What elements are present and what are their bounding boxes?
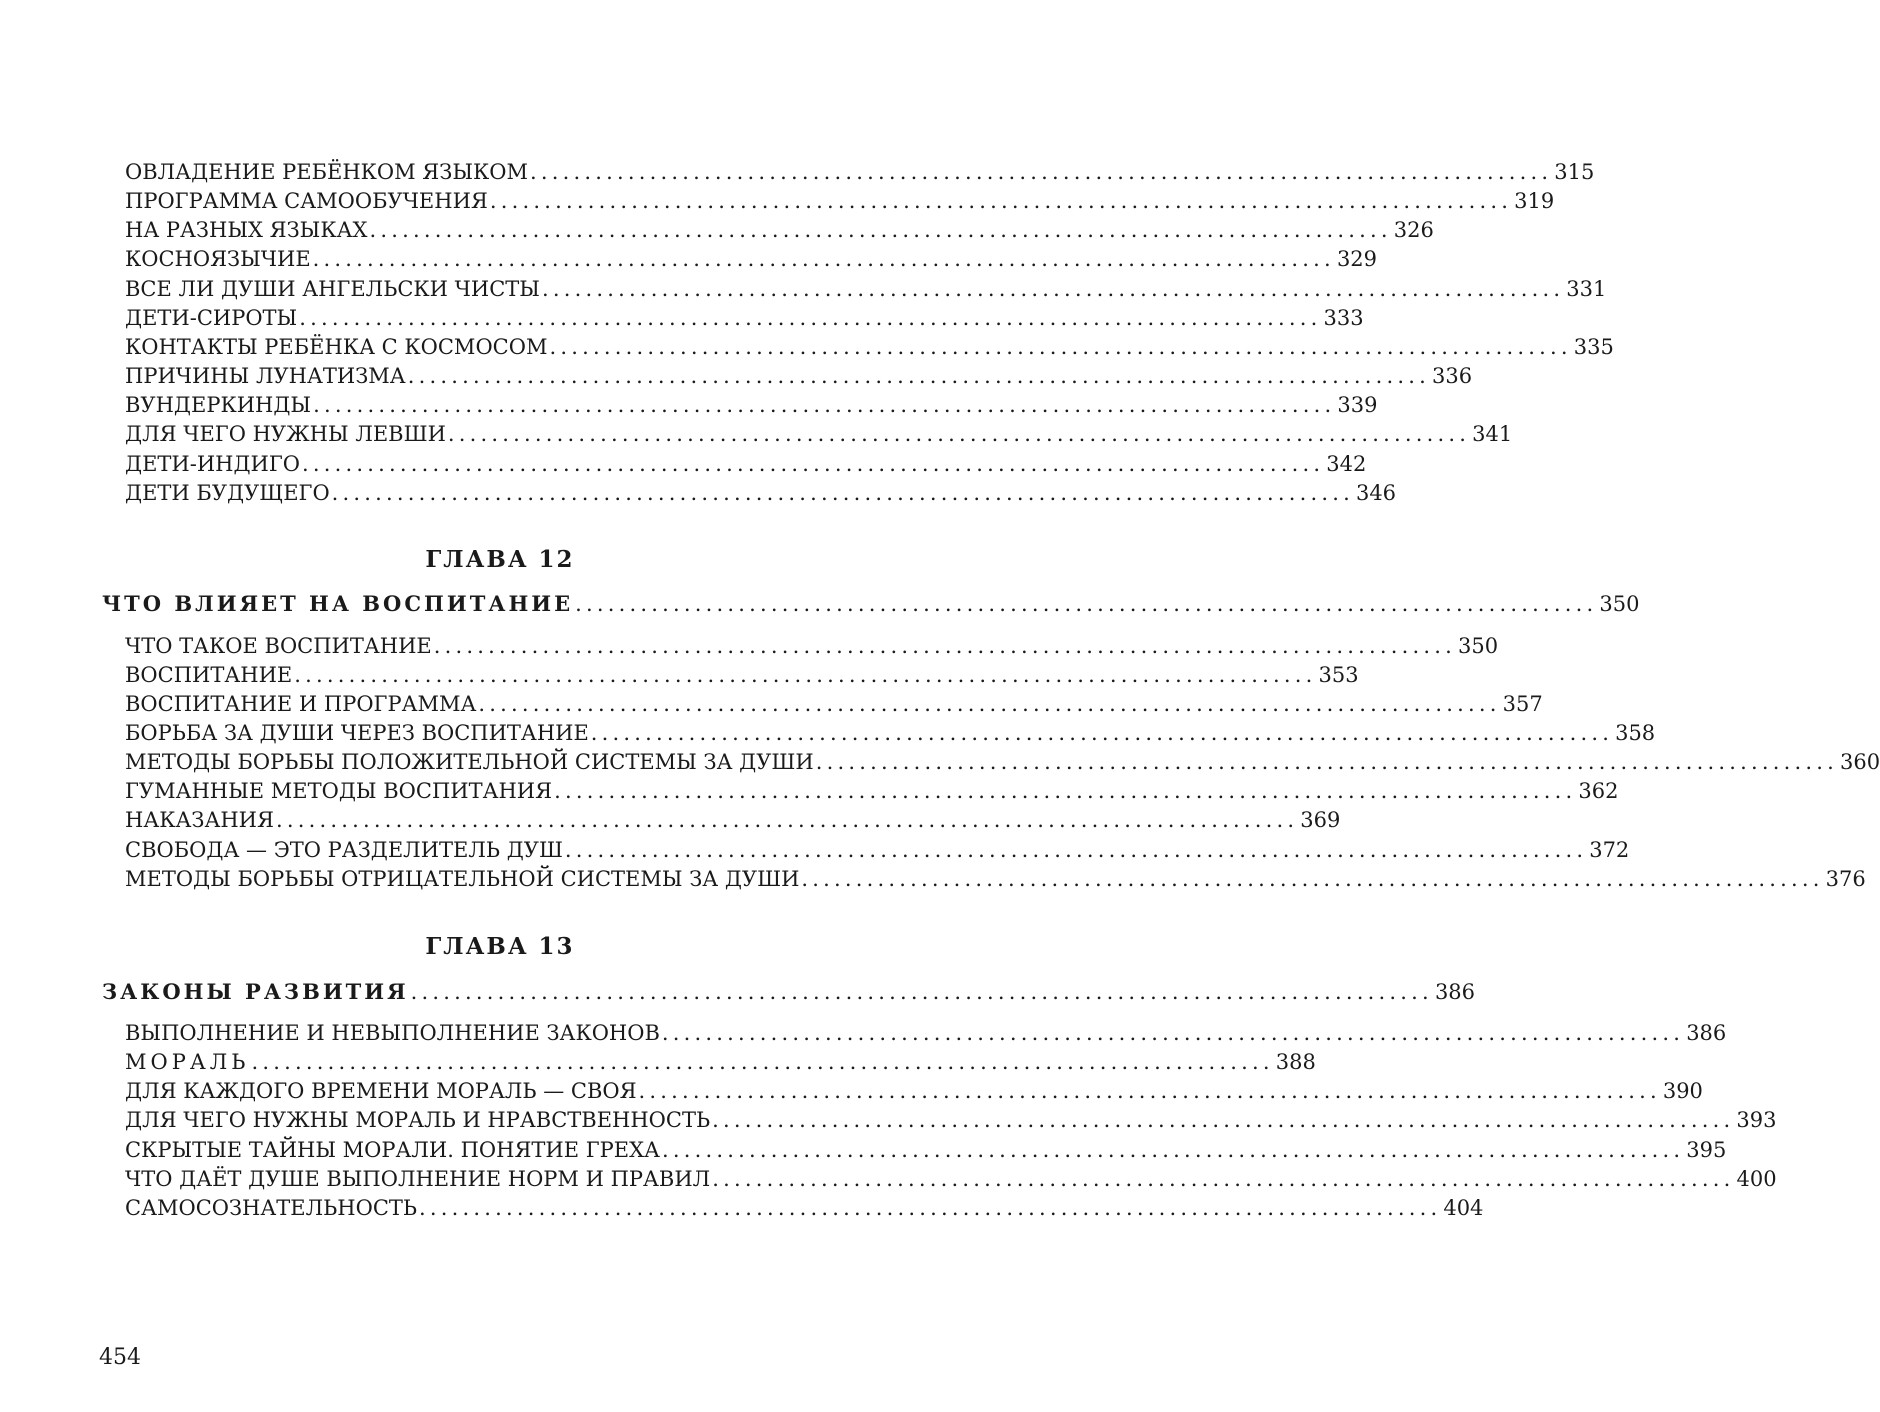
leader-dots: ..............................................................................................	[419, 1196, 1442, 1220]
leader-dots: ..............................................................................................	[299, 306, 1322, 330]
toc-entry	[125, 1196, 1484, 1226]
toc-entry	[125, 838, 1630, 868]
leader-dots: ..............................................................................................	[661, 1138, 1685, 1162]
toc-entry	[125, 277, 1607, 307]
toc-entry-page: 326	[1393, 218, 1434, 242]
toc-entry-title: ДЕТИ БУДУЩЕГО	[125, 481, 330, 505]
toc-entry-page: 319	[1514, 189, 1555, 213]
leader-dots: ..............................................................................................	[564, 838, 1588, 862]
toc-entry-page: 329	[1336, 247, 1378, 271]
toc-entry	[125, 481, 1397, 511]
chapter-heading: ГЛАВА 12	[425, 546, 575, 573]
toc-entry-title: ВОСПИТАНИЕ И ПРОГРАММА	[125, 692, 477, 716]
toc-entry-title: БОРЬБА ЗА ДУШИ ЧЕРЕЗ ВОСПИТАНИЕ	[125, 721, 589, 745]
toc-entry-page: 390	[1662, 1079, 1703, 1103]
toc-entry-title: САМОСОЗНАТЕЛЬНОСТЬ	[125, 1196, 418, 1220]
leader-dots: ..............................................................................................	[294, 663, 1317, 687]
leader-dots: ..............................................................................................	[529, 160, 1553, 184]
toc-entry-title: СКРЫТЫЕ ТАЙНЫ МОРАЛИ. ПОНЯТИЕ ГРЕХА	[125, 1138, 660, 1162]
toc-entry-page: 404	[1443, 1196, 1484, 1220]
toc-entry-page: 376	[1825, 867, 1866, 891]
toc-entry-page: 400	[1736, 1167, 1777, 1191]
toc-entry-title: ЧТО ДАЁТ ДУШЕ ВЫПОЛНЕНИЕ НОРМ И ПРАВИЛ	[125, 1167, 711, 1191]
toc-entry-title: МЕТОДЫ БОРЬБЫ ОТРИЦАТЕЛЬНОЙ СИСТЕМЫ ЗА ДУШИ	[125, 867, 800, 891]
toc-entry	[125, 779, 1619, 809]
leader-dots: ..............................................................................................	[549, 335, 1572, 359]
toc-entry-title: ДЕТИ-ИНДИГО	[125, 452, 300, 476]
toc-entry	[125, 452, 1367, 482]
toc-entry	[125, 306, 1364, 336]
toc-entry-page: 386	[1686, 1021, 1727, 1045]
toc-section-title: ЗАКОНЫ РАЗВИТИЯ	[102, 979, 409, 1004]
toc-entry	[125, 335, 1614, 365]
toc-entry-title: НАКАЗАНИЯ	[125, 808, 274, 832]
toc-entry	[125, 721, 1656, 751]
leader-dots: ..............................................................................................	[712, 1108, 1735, 1132]
toc-entry-page: 335	[1573, 335, 1614, 359]
toc-section-page: 350	[1599, 592, 1640, 616]
toc-entry-page: 339	[1337, 393, 1378, 417]
toc-entry-title: ПРИЧИНЫ ЛУНАТИЗМА	[125, 364, 406, 388]
leader-dots: ..............................................................................................	[251, 1050, 1274, 1074]
toc-entry	[125, 1167, 1777, 1197]
toc-entry-title: ДЛЯ КАЖДОГО ВРЕМЕНИ МОРАЛЬ — СВОЯ	[125, 1079, 637, 1103]
toc-entry	[125, 634, 1499, 664]
toc-section	[102, 591, 1640, 623]
toc-entry	[125, 393, 1378, 423]
toc-entry-page: 346	[1355, 481, 1397, 505]
toc-entry-page: 333	[1323, 306, 1364, 330]
toc-entry-page: 358	[1615, 721, 1656, 745]
leader-dots: ..............................................................................................	[407, 364, 1430, 388]
leader-dots: ..............................................................................................	[410, 980, 1433, 1004]
toc-entry-page: 362	[1578, 779, 1619, 803]
toc-entry-title: МОРАЛЬ	[125, 1050, 250, 1074]
toc-entry-page: 315	[1554, 160, 1595, 184]
leader-dots: ..............................................................................................	[433, 634, 1457, 658]
toc-entry-title: ЧТО ТАКОЕ ВОСПИТАНИЕ	[125, 634, 432, 658]
leader-dots: ..............................................................................................	[575, 592, 1598, 616]
toc-entry-title: ДЛЯ ЧЕГО НУЖНЫ ЛЕВШИ	[125, 422, 446, 446]
leader-dots: ..............................................................................................	[369, 218, 1392, 242]
toc-entry-title: НА РАЗНЫХ ЯЗЫКАХ	[125, 218, 368, 242]
toc-entry-page: 336	[1431, 364, 1473, 388]
toc-entry-title: ВЫПОЛНЕНИЕ И НЕВЫПОЛНЕНИЕ ЗАКОНОВ	[125, 1021, 660, 1045]
leader-dots: ..............................................................................................	[638, 1079, 1661, 1103]
toc-entry	[125, 189, 1555, 219]
toc-entry-title: ПРОГРАММА САМООБУЧЕНИЯ	[125, 189, 488, 213]
chapter-heading: ГЛАВА 13	[425, 933, 575, 960]
toc-entry	[125, 218, 1434, 248]
leader-dots: ..............................................................................................	[447, 422, 1471, 446]
leader-dots: ..............................................................................................	[554, 779, 1577, 803]
toc-entry	[125, 160, 1595, 190]
toc-entry	[125, 692, 1543, 722]
toc-entry-page: 353	[1318, 663, 1359, 687]
toc-entry	[125, 867, 1866, 897]
leader-dots: ..............................................................................................	[478, 692, 1501, 716]
toc-entry-page: 360	[1839, 750, 1880, 774]
toc-entry	[125, 808, 1341, 838]
leader-dots: ..............................................................................................	[712, 1167, 1735, 1191]
page-number: 454	[99, 1345, 141, 1370]
leader-dots: ..............................................................................................	[331, 481, 1354, 505]
toc-entry-title: ДЛЯ ЧЕГО НУЖНЫ МОРАЛЬ И НРАВСТВЕННОСТЬ	[125, 1108, 711, 1132]
toc-entry-page: 372	[1589, 838, 1630, 862]
toc-entry-page: 395	[1686, 1138, 1727, 1162]
toc-entry-page: 393	[1736, 1108, 1777, 1132]
toc-entry-title: ВУНДЕРКИНДЫ	[125, 393, 312, 417]
leader-dots: ..............................................................................................	[275, 808, 1299, 832]
toc-entry-title: ВСЕ ЛИ ДУШИ АНГЕЛЬСКИ ЧИСТЫ	[125, 277, 540, 301]
leader-dots: ..............................................................................................	[489, 189, 1513, 213]
toc-entry-page: 341	[1472, 422, 1513, 446]
toc-entry-page: 357	[1502, 692, 1543, 716]
toc-entry-title: ВОСПИТАНИЕ	[125, 663, 293, 687]
leader-dots: ..............................................................................................	[801, 867, 1824, 891]
toc-entry-title: СВОБОДА — ЭТО РАЗДЕЛИТЕЛЬ ДУШ	[125, 838, 563, 862]
toc-entry-title: ОВЛАДЕНИЕ РЕБЁНКОМ ЯЗЫКОМ	[125, 160, 528, 184]
toc-entry	[125, 663, 1359, 693]
toc-entry	[125, 1050, 1316, 1080]
leader-dots: ..............................................................................................	[590, 721, 1614, 745]
leader-dots: ..............................................................................................	[312, 247, 1335, 271]
toc-entry	[125, 1079, 1703, 1109]
leader-dots: ..............................................................................................	[301, 452, 1325, 476]
toc-entry-title: ГУМАННЫЕ МЕТОДЫ ВОСПИТАНИЯ	[125, 779, 553, 803]
leader-dots: ..............................................................................................	[661, 1021, 1685, 1045]
toc-entry-title: МЕТОДЫ БОРЬБЫ ПОЛОЖИТЕЛЬНОЙ СИСТЕМЫ ЗА ДУШИ	[125, 750, 814, 774]
toc-entry	[125, 1021, 1727, 1051]
toc-entry-title: КОСНОЯЗЫЧИЕ	[125, 247, 311, 271]
toc-entry	[125, 247, 1378, 277]
leader-dots: ..............................................................................................	[541, 277, 1565, 301]
toc-entry-title: ДЕТИ-СИРОТЫ	[125, 306, 298, 330]
toc-entry-title: КОНТАКТЫ РЕБЁНКА С КОСМОСОМ	[125, 335, 548, 359]
toc-entry	[125, 1108, 1777, 1138]
toc-entry-page: 342	[1326, 452, 1367, 476]
toc-entry	[125, 364, 1473, 394]
toc-entry	[125, 422, 1513, 452]
toc-section-title: ЧТО ВЛИЯЕТ НА ВОСПИТАНИЕ	[102, 591, 574, 616]
leader-dots: ..............................................................................................	[313, 393, 1336, 417]
toc-entry	[125, 750, 1880, 780]
toc-entry-page: 369	[1300, 808, 1341, 832]
toc-entry-page: 331	[1566, 277, 1607, 301]
leader-dots: ..............................................................................................	[815, 750, 1838, 774]
toc-section	[102, 979, 1476, 1011]
toc-section-page: 386	[1434, 980, 1476, 1004]
toc-entry-page: 388	[1275, 1050, 1316, 1074]
toc-entry	[125, 1138, 1727, 1168]
toc-entry-page: 350	[1458, 634, 1499, 658]
